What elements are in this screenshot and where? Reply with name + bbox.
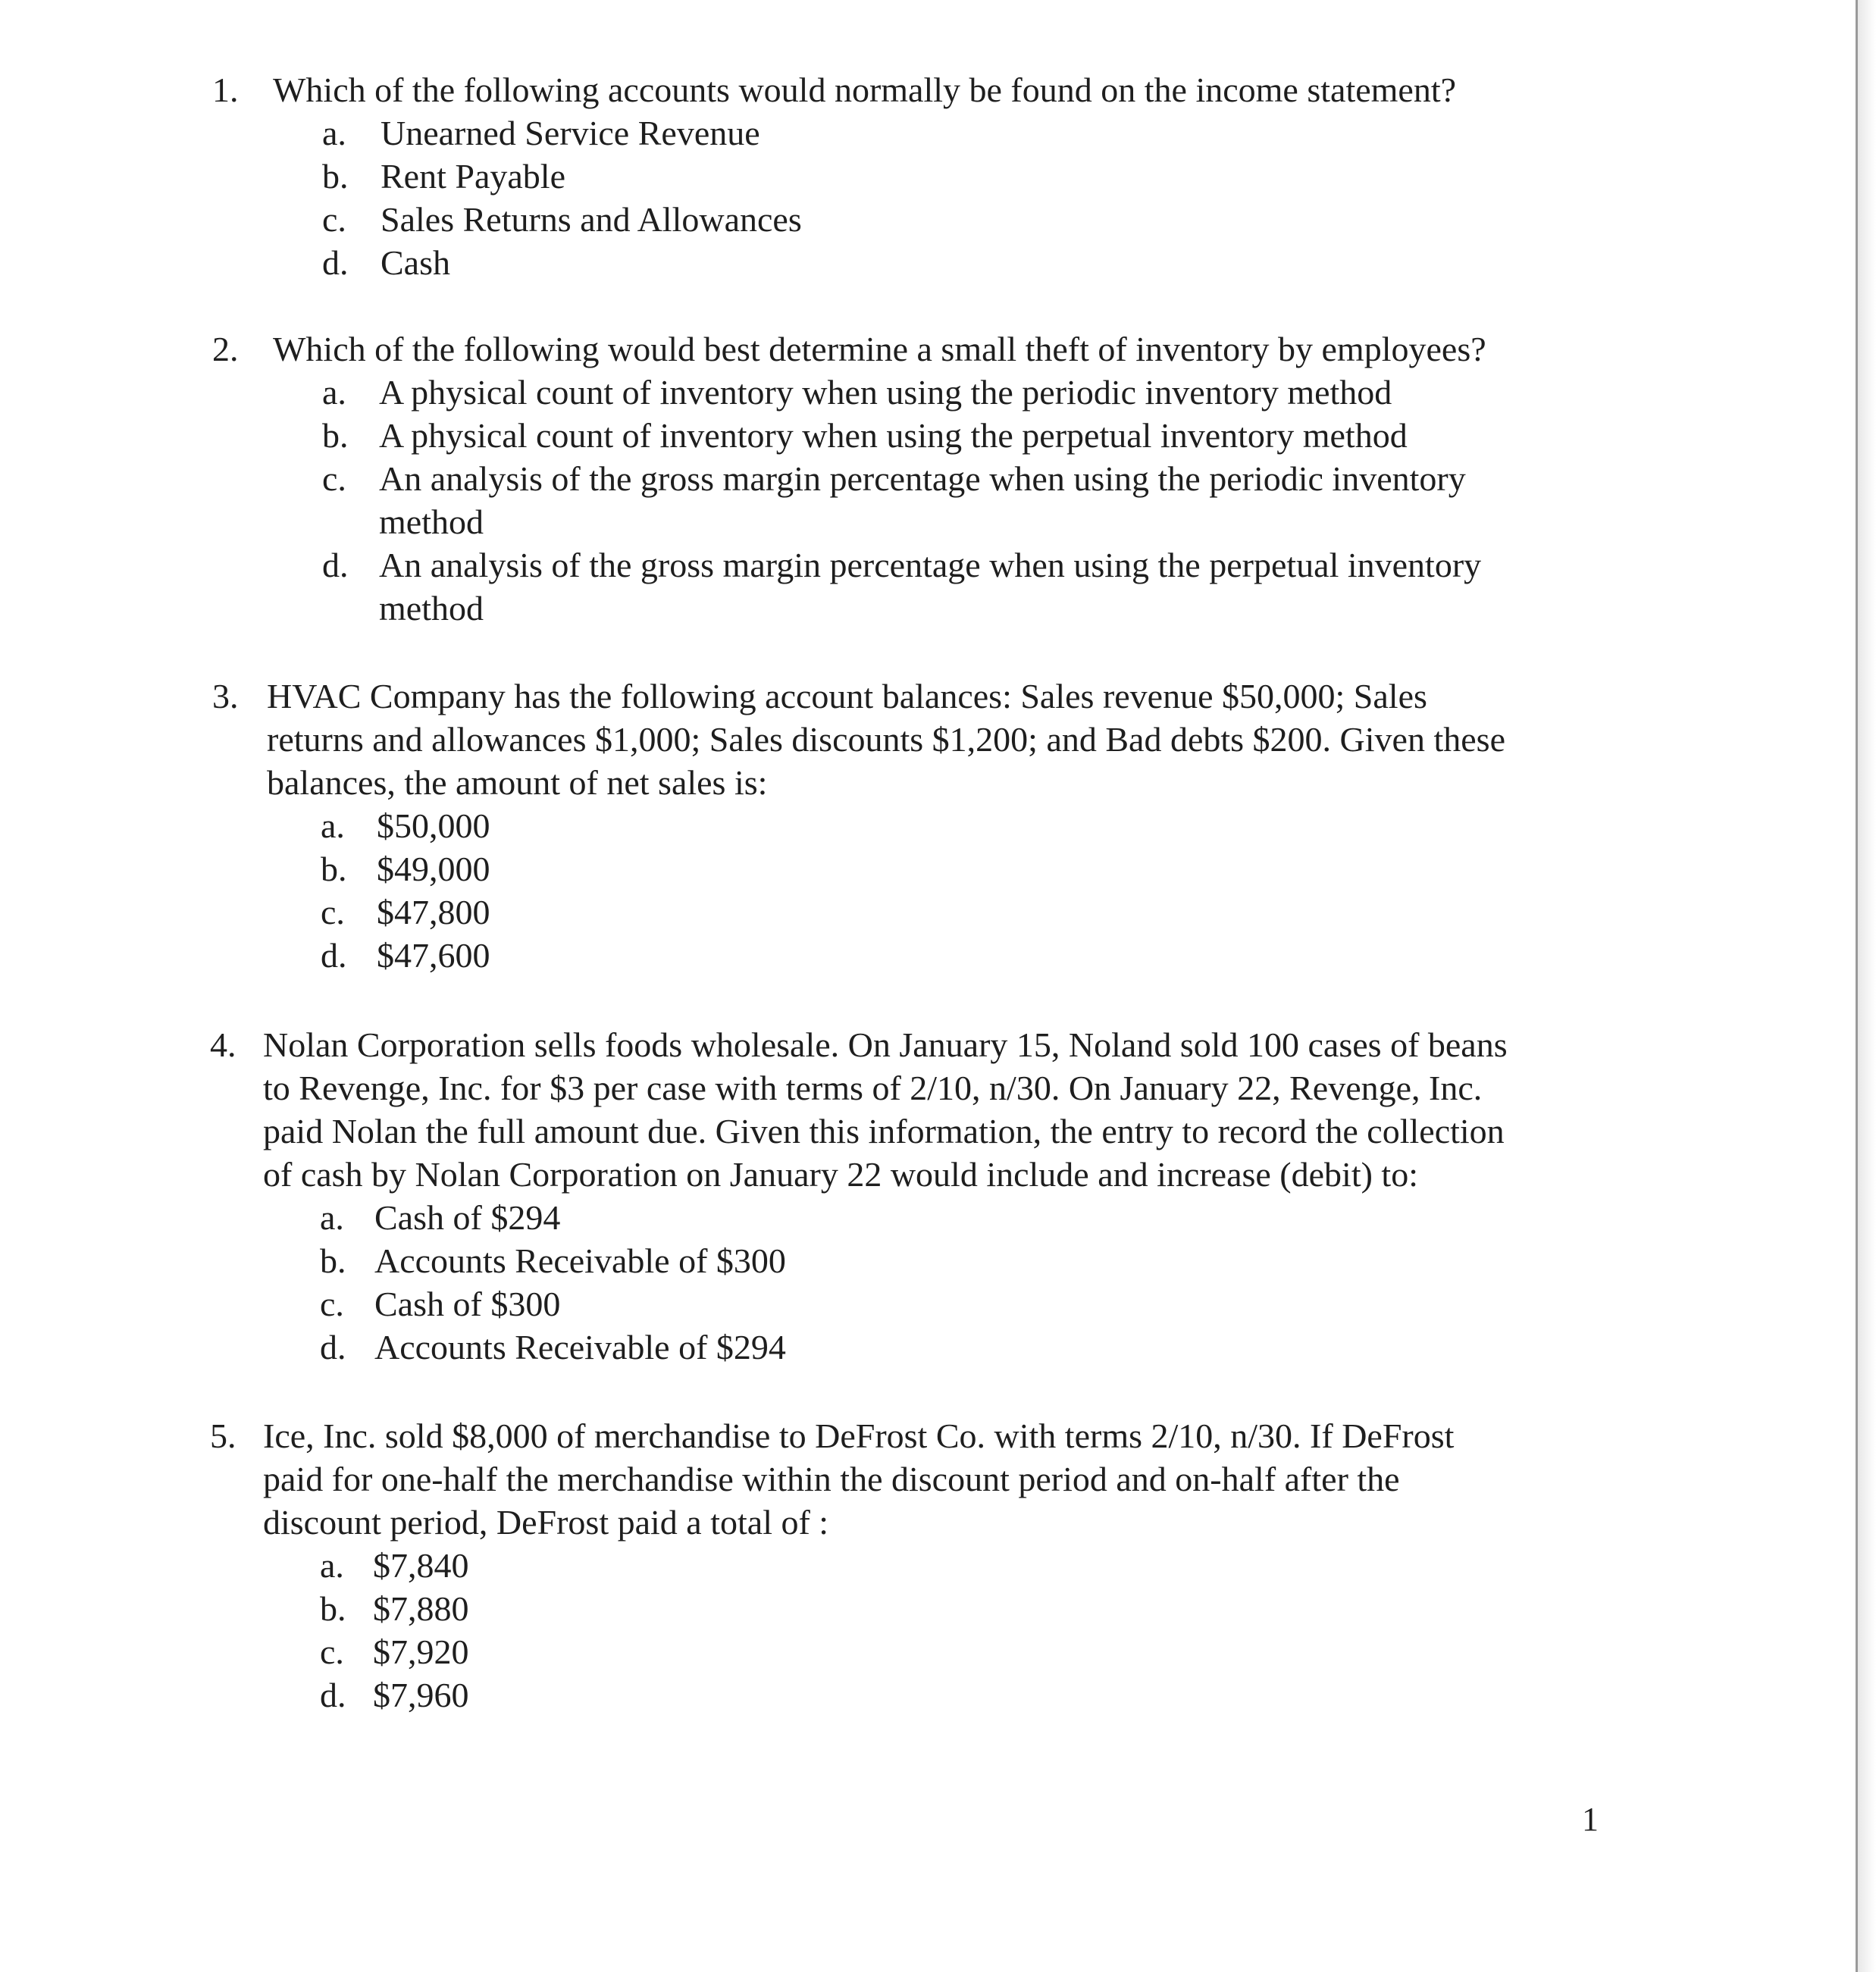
option-a (321, 804, 1609, 847)
option-c (320, 1630, 1608, 1673)
question-number: 5. (210, 1416, 236, 1455)
option-d (320, 1673, 1608, 1717)
question-text: Nolan Corporation sells foods wholesale. On January 15, Noland sold 100 cases of beans to Revenge, Inc. for $3 per case with terms of 2/10, n/30. On January 22, Revenge, Inc. paid Nolan the full amount due. Given this information, the entry to record the collection of cash by Nolan Corporation on January 22 would include and increase (debit) to: (263, 1025, 1508, 1194)
option-letter: b. (320, 1241, 346, 1280)
option-text: Cash of $294 (374, 1198, 561, 1237)
option-text: An analysis of the gross margin percentage when using the perpetual inventory method (379, 546, 1482, 628)
option-text: $47,800 (377, 893, 490, 931)
option-text: Sales Returns and Allowances (381, 200, 802, 239)
options-list (320, 1544, 1608, 1717)
option-letter: a. (320, 1546, 344, 1585)
option-text: Rent Payable (381, 157, 565, 196)
option-letter: b. (322, 157, 349, 196)
option-text: Accounts Receivable of $294 (374, 1328, 786, 1366)
option-a (320, 1544, 1608, 1587)
option-d (322, 543, 1611, 630)
option-letter: d. (322, 546, 349, 584)
option-a (322, 111, 1611, 155)
option-text: $7,960 (373, 1676, 469, 1714)
option-letter: d. (320, 1676, 346, 1714)
option-letter: c. (321, 893, 345, 931)
option-letter: d. (321, 936, 347, 975)
option-b (320, 1239, 1608, 1282)
option-text: Accounts Receivable of $300 (374, 1241, 786, 1280)
option-c (322, 457, 1611, 543)
option-d (322, 241, 1611, 284)
option-text: Cash (381, 243, 450, 282)
option-text: $47,600 (377, 936, 490, 975)
option-letter: a. (321, 806, 345, 845)
option-letter: d. (322, 243, 349, 282)
option-d (321, 934, 1609, 977)
question-number: 2. (212, 330, 239, 368)
page-number: 1 (1582, 1801, 1599, 1838)
option-letter: a. (322, 373, 346, 412)
option-b (321, 847, 1609, 891)
option-letter: c. (322, 459, 346, 498)
option-text: $7,880 (373, 1589, 469, 1628)
question-number: 1. (212, 70, 239, 109)
option-text: A physical count of inventory when using the perpetual inventory method (379, 416, 1408, 455)
option-d (320, 1326, 1608, 1369)
question-text: Which of the following accounts would normally be found on the income statement? (273, 70, 1457, 109)
option-letter: c. (320, 1632, 344, 1671)
options-list (321, 804, 1609, 977)
option-letter: a. (322, 114, 346, 152)
option-b (322, 414, 1611, 457)
options-list (322, 111, 1611, 284)
option-c (322, 198, 1611, 241)
question-number: 3. (212, 677, 239, 715)
options-list (320, 1196, 1608, 1369)
question-number: 4. (210, 1025, 236, 1064)
option-b (320, 1587, 1608, 1630)
option-letter: c. (322, 200, 346, 239)
option-text: $7,920 (373, 1632, 469, 1671)
question-text: Which of the following would best determine a small theft of inventory by employees? (273, 330, 1486, 368)
option-text: Unearned Service Revenue (381, 114, 760, 152)
option-text: $7,840 (373, 1546, 469, 1585)
option-letter: c. (320, 1285, 344, 1323)
question-text: HVAC Company has the following account balances: Sales revenue $50,000; Sales returns and allowances $1,000; Sales discounts $1,200; and Bad debts $200. Given these balances, the amount of net sales is: (267, 677, 1505, 802)
page-edge-shadow (1858, 0, 1876, 1972)
option-a (322, 371, 1611, 414)
option-a (320, 1196, 1608, 1239)
options-list (322, 371, 1611, 630)
option-c (321, 891, 1609, 934)
option-text: $49,000 (377, 850, 490, 888)
question-text: Ice, Inc. sold $8,000 of merchandise to DeFrost Co. with terms 2/10, n/30. If DeFrost paid for one-half the merchandise within the discount period and on-half after the discount period, DeFrost paid a total of : (263, 1416, 1455, 1542)
option-text: Cash of $300 (374, 1285, 561, 1323)
option-letter: b. (322, 416, 349, 455)
option-letter: a. (320, 1198, 344, 1237)
option-letter: d. (320, 1328, 346, 1366)
option-c (320, 1282, 1608, 1326)
option-text: $50,000 (377, 806, 490, 845)
option-letter: b. (320, 1589, 346, 1628)
option-text: A physical count of inventory when using the periodic inventory method (379, 373, 1392, 412)
option-b (322, 155, 1611, 198)
option-letter: b. (321, 850, 347, 888)
option-text: An analysis of the gross margin percentage when using the periodic inventory method (379, 459, 1466, 541)
